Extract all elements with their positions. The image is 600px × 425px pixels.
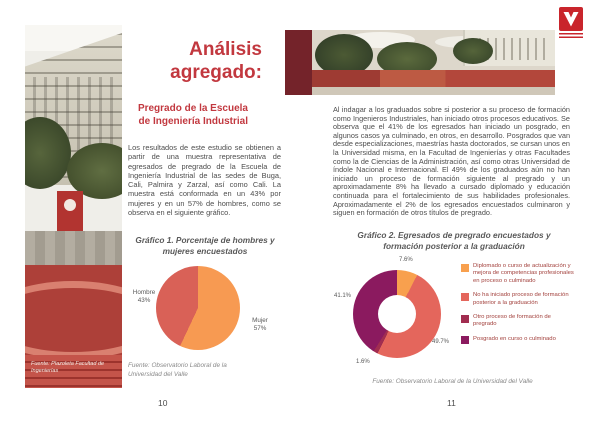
donut-label-no-iniciado: 49.7% xyxy=(432,339,450,345)
donut-label-posgrado: 41.1% xyxy=(334,293,352,299)
chart1-title: Gráfico 1. Porcentaje de hombres y mujeres encuestados xyxy=(135,235,275,256)
pie-label-hombre-value: 43% xyxy=(137,296,151,304)
photo-wall xyxy=(25,231,122,267)
legend-item-otro-pregrado xyxy=(461,314,576,329)
univalle-logo-icon xyxy=(557,7,585,41)
pie-label-hombre-name: Hombre xyxy=(132,289,156,296)
banner-palm-tree xyxy=(453,38,493,64)
gender-pie-chart xyxy=(156,266,240,350)
legend-swatch-orange xyxy=(461,264,469,272)
photo-plaza-ring xyxy=(25,281,122,359)
univalle-crest-icon xyxy=(559,7,583,31)
legend-label: Diplomado o curso de actualización y mejora de competencias profesionales en proceso o culminado xyxy=(473,263,574,284)
right-body-paragraph: Al indagar a los graduados sobre si posterior a su proceso de formación como Ingenieros Industriales, han iniciado otros procesos educativos. Se observa que el 41% de los egresados han iniciado un posgrado, en algunos casos ya culminado, en otros, en desarrollo. Posgrados que van desde especializaciones, maestrías hasta doctorados, se cursan unos en la Universidad misma, en la Facultad de Ingenierías y otras Facultades como la de Ciencias de la Administración, así como otras Universidad de índole Nacional e Internacional. El 49% de los graduados aún no han iniciado un proceso de formación siguiente al pregrado y un aproximadamente 8% ha llevado a cursado diplomado y educación continuada para el fortalecimiento de sus habilidades profesionales. Aproximadamente el 2% de los egresados encuestados culminaron y siguen en formación de otros títulos de pregrado. xyxy=(333,105,570,218)
legend-item-posgrado xyxy=(461,336,576,345)
univalle-wordmark xyxy=(559,33,583,38)
legend-swatch-maroon xyxy=(461,315,469,323)
pie-label-mujer xyxy=(244,317,276,332)
pie-label-hombre xyxy=(126,289,162,304)
page-number-right: 11 xyxy=(447,398,456,408)
photo-caption: Fuente: Plazoleta Facultad de Ingenierías xyxy=(31,361,105,374)
header-photo-banner xyxy=(285,30,555,95)
page-title: Análisis agregado: xyxy=(170,39,262,83)
donut-label-diplomado: 7.6% xyxy=(399,257,413,263)
legend-label: Posgrado en curso o culminado xyxy=(473,335,556,342)
chart1-source: Fuente: Observatorio Laboral de la Universidad del Valle xyxy=(128,362,227,378)
donut-hole xyxy=(378,295,416,333)
pie-label-mujer-name: Mujer xyxy=(252,317,268,324)
donut-label-otro-pregrado: 1.6% xyxy=(356,359,370,365)
page-subtitle: Pregrado de la Escuela de Ingeniería Industrial xyxy=(137,103,248,127)
banner-red-wall xyxy=(312,70,555,88)
formation-donut-chart xyxy=(353,270,441,358)
chart2-legend xyxy=(461,263,576,351)
photo-red-banner xyxy=(57,191,83,231)
legend-item-diplomado xyxy=(461,263,576,285)
legend-label: Otro proceso de formación de pregrado xyxy=(473,314,551,328)
chart2-source: Fuente: Observatorio Laboral de la Universidad del Valle xyxy=(372,378,533,385)
legend-swatch-purple xyxy=(461,336,469,344)
legend-item-no-iniciado xyxy=(461,292,576,307)
banner-maroon-block xyxy=(285,30,312,95)
pie-label-mujer-value: 57% xyxy=(253,324,267,332)
legend-swatch-salmon xyxy=(461,293,469,301)
legend-label: No ha iniciado proceso de formación posterior a la graduación xyxy=(473,292,569,306)
chart2-title: Gráfico 2. Egresados de pregrado encuestados y formación posterior a la graduación xyxy=(357,230,551,251)
campus-photo xyxy=(25,25,122,388)
page-number-left: 10 xyxy=(158,398,168,408)
left-body-paragraph: Los resultados de este estudio se obtienen a partir de una muestra representativa de egresados de pregrado de la Escuela de Ingeniería Industrial de las sedes de Buga, Cali, Palmira y Zarzal, así como Cali. La muestra está conformada en un 43% por mujeres y en un 57% de hombres, como se observa en el siguiente gráfico. xyxy=(128,143,281,218)
banner-ground xyxy=(312,87,555,95)
